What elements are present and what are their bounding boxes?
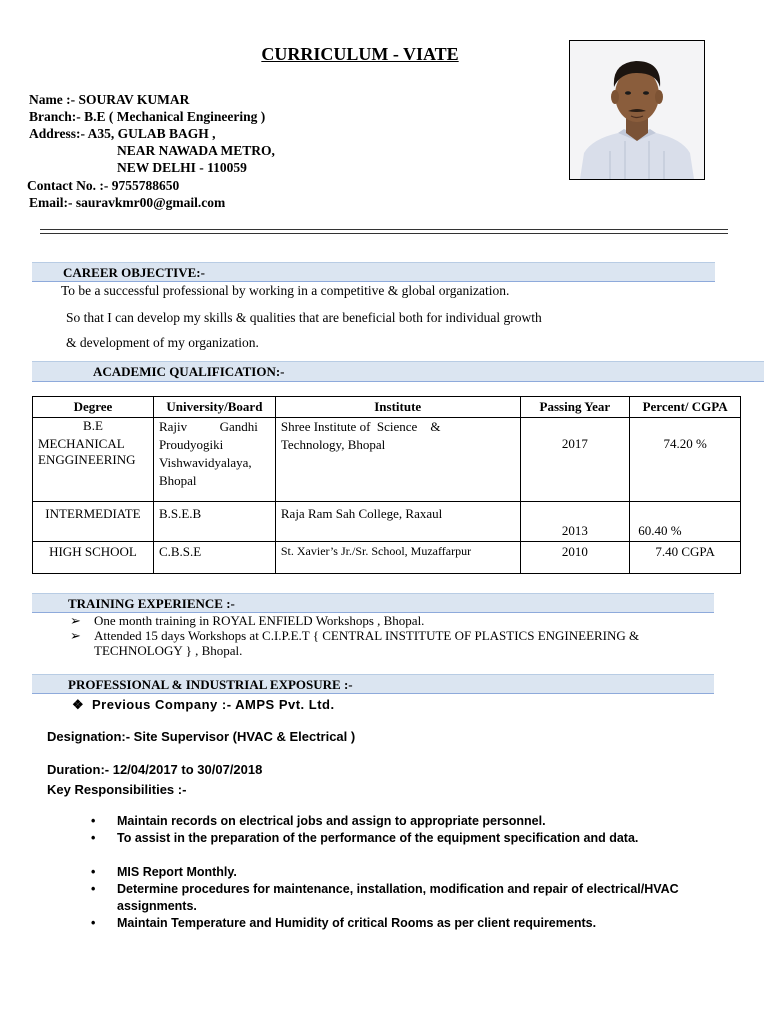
header-institute: Institute: [275, 397, 520, 418]
responsibility-text: Determine procedures for maintenance, installation, modification and repair of electrical/HVAC assignments.: [117, 882, 679, 913]
table-row: [33, 542, 741, 574]
branch-line: Branch:- B.E ( Mechanical Engineering ): [29, 109, 266, 124]
degree-cell: HIGH SCHOOL: [33, 542, 154, 574]
percent-cell: 7.40 CGPA: [630, 542, 741, 574]
degree-text: MECHANICAL: [38, 436, 125, 451]
percent-cell: 60.40 %: [630, 502, 741, 542]
responsibility-text: Maintain records on electrical jobs and assign to appropriate personnel.: [117, 814, 546, 828]
training-item-continuation: TECHNOLOGY } , Bhopal.: [94, 643, 243, 658]
degree-text: B.E: [83, 418, 103, 433]
arrow-bullet-icon: ➢: [70, 613, 81, 628]
bullet-icon: •: [91, 814, 96, 828]
diamond-bullet-icon: ❖: [72, 697, 85, 712]
board-text: Vishwavidyalaya,: [158, 455, 252, 470]
table-row: [33, 502, 741, 542]
responsibility-text: Maintain Temperature and Humidity of critical Rooms as per client requirements.: [117, 916, 597, 930]
divider-top: [40, 229, 728, 230]
header-board: University/Board: [153, 397, 275, 418]
board-text: Bhopal: [158, 473, 197, 488]
institute-cell: St. Xavier’s Jr./Sr. School, Muzaffarpur: [275, 542, 520, 574]
designation-line: Designation:- Site Supervisor (HVAC & Electrical ): [47, 729, 356, 744]
training-item-text: Attended 15 days Workshops at C.I.P.E.T { CENTRAL INSTITUTE OF PLASTICS ENGINEERING &: [94, 628, 640, 643]
address-line-1: Address:- A35, GULAB BAGH ,: [29, 126, 216, 141]
responsibility-item: [91, 881, 697, 915]
institute-text: Technology, Bhopal: [280, 437, 386, 452]
professional-heading: PROFESSIONAL & INDUSTRIAL EXPOSURE :-: [32, 674, 714, 694]
year-cell: 2013: [520, 502, 630, 542]
person-portrait-icon: [570, 41, 704, 179]
previous-company-text: Previous Company :- AMPS Pvt. Ltd.: [92, 697, 335, 712]
responsibility-item: [91, 830, 717, 847]
year-cell: 2010: [520, 542, 630, 574]
institute-cell: [275, 418, 520, 502]
training-item: [70, 628, 639, 644]
training-heading: TRAINING EXPERIENCE :-: [32, 593, 714, 613]
bullet-icon: •: [91, 916, 96, 930]
year-cell: 2017: [520, 418, 630, 502]
institute-cell: Raja Ram Sah College, Raxaul: [275, 502, 520, 542]
address-line-2: NEAR NAWADA METRO,: [117, 143, 275, 158]
responsibility-item: [91, 915, 737, 932]
career-line-2: So that I can develop my skills & qualities that are beneficial both for individual growth: [66, 310, 542, 325]
training-item-text: One month training in ROYAL ENFIELD Workshops , Bhopal.: [94, 613, 425, 628]
education-table: [32, 396, 741, 574]
board-text: Rajiv Gandhi: [158, 419, 258, 434]
training-item: [70, 613, 424, 629]
profile-photo: [569, 40, 705, 180]
previous-company: [72, 697, 335, 713]
divider-bottom: [40, 233, 728, 234]
degree-cell: INTERMEDIATE: [33, 502, 154, 542]
name-line: Name :- SOURAV KUMAR: [29, 92, 190, 107]
duration-line: Duration:- 12/04/2017 to 30/07/2018: [47, 762, 263, 777]
address-line-3: NEW DELHI - 110059: [117, 160, 247, 175]
contact-line: Contact No. :- 9755788650: [27, 178, 180, 193]
career-line-3: & development of my organization.: [66, 335, 259, 350]
academic-heading: ACADEMIC QUALIFICATION:-: [32, 361, 764, 382]
email-line: Email:- sauravkmr00@gmail.com: [29, 195, 226, 210]
header-degree: Degree: [33, 397, 154, 418]
key-responsibilities-label: Key Responsibilities :-: [47, 782, 187, 797]
bullet-icon: •: [91, 882, 96, 896]
institute-text: Shree Institute of Science &: [280, 419, 441, 434]
responsibility-item: [91, 864, 737, 881]
board-cell: C.B.S.E: [153, 542, 275, 574]
career-line-1: To be a successful professional by working in a competitive & global organization.: [61, 283, 510, 298]
table-row: [33, 418, 741, 502]
header-percent: Percent/ CGPA: [630, 397, 741, 418]
document-title: CURRICULUM - VIATE: [261, 44, 459, 64]
board-cell: B.S.E.B: [153, 502, 275, 542]
responsibility-item: [91, 813, 737, 830]
board-cell: [153, 418, 275, 502]
career-objective-heading: CAREER OBJECTIVE:-: [32, 262, 715, 282]
table-header-row: [33, 397, 741, 418]
responsibility-text: To assist in the preparation of the performance of the equipment specification and data.: [117, 831, 639, 845]
degree-text: ENGGINEERING: [38, 452, 136, 467]
bullet-icon: •: [91, 865, 96, 879]
header-year: Passing Year: [520, 397, 630, 418]
responsibility-text: MIS Report Monthly.: [117, 865, 237, 879]
board-text: Proudyogiki: [158, 437, 224, 452]
bullet-icon: •: [91, 831, 96, 845]
degree-cell: [33, 418, 154, 502]
arrow-bullet-icon: ➢: [70, 628, 81, 643]
percent-cell: 74.20 %: [630, 418, 741, 502]
